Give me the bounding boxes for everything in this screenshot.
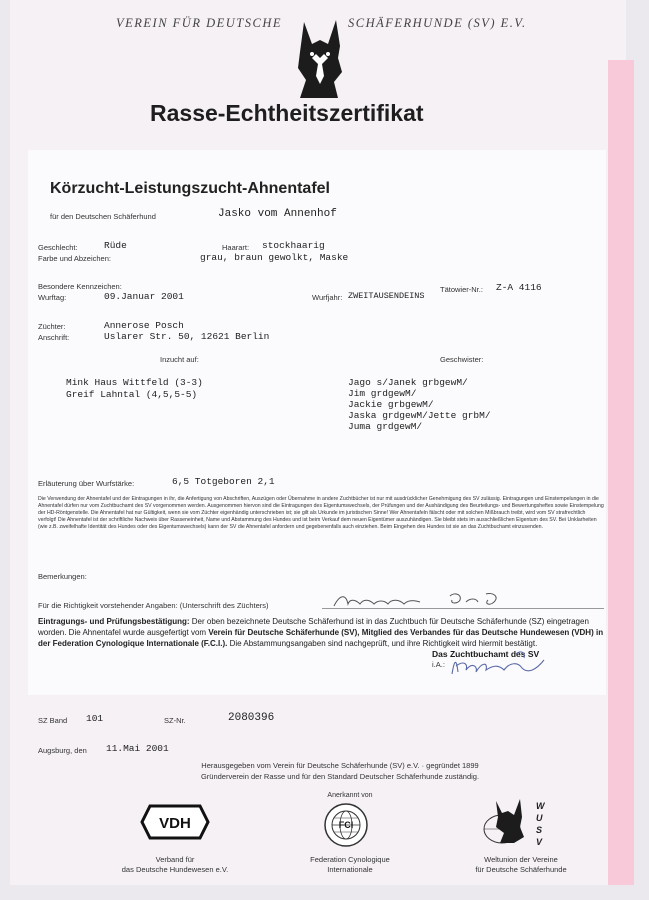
pedigree-subtitle: Körzucht-Leistungszucht-Ahnentafel bbox=[50, 180, 330, 197]
sibling-item: Jago s/Janek grbgewM/ bbox=[348, 377, 468, 388]
issue-date: 11.Mai 2001 bbox=[106, 743, 169, 754]
color-value: grau, braun gewolkt, Maske bbox=[200, 252, 349, 263]
sibling-item: Jim grdgewM/ bbox=[348, 388, 417, 399]
ia-label: i.A.: bbox=[432, 660, 445, 669]
office-signature bbox=[446, 648, 556, 682]
dog-name: Jasko vom Annenhof bbox=[218, 208, 337, 220]
wusv-logo-letter: W bbox=[536, 801, 545, 811]
wusv-logo-letter: U bbox=[536, 813, 543, 823]
footer-line-2: Gründerverein der Rasse und für den Standard Deutscher Schäferhunde zuständig. bbox=[200, 772, 480, 781]
vdh-logo-icon bbox=[140, 803, 210, 841]
footer-line-1: Herausgegeben vom Verein für Deutsche Schäferhunde (SV) e.V. · gegründet 1899 bbox=[201, 761, 479, 770]
wusv-logo-letter: V bbox=[536, 837, 543, 847]
vdh-caption-2: das Deutsche Hundewesen e.V. bbox=[121, 865, 229, 874]
sex-label: Geschlecht: bbox=[38, 243, 78, 252]
wusv-caption-1: Weltunion der Vereine bbox=[484, 855, 558, 864]
for-label: für den Deutschen Schäferhund bbox=[50, 212, 156, 221]
marks-label: Besondere Kennzeichen: bbox=[38, 282, 122, 291]
inbreeding-item: Mink Haus Wittfeld (3-3) bbox=[66, 377, 203, 388]
fineprint-text: Die Verwendung der Ahnentafel und der Eintragungen in ihr, die Anfertigung von Abschriften, Auszügen oder Übernahme in andere Zuchtbücher ist nur mit ausdrücklicher Genehmigung des SV zulässig. Eintragungen und Einstempelungen in die Ahnentafel dürfen nur vom Zuchtbuchamt des SV vorgenommen werden. Ausgenommen hiervon sind die Eintragungen des Eigentumswechsels, der Prüfungen und der Aushändigung des Beurteilungs- und Bewertungsheftes sowie Einstempelung der HD-Röntgenstelle. Die Ahnentafel hat nur Gültigkeit, wenn sie vom Züchter eigenhändig unterschrieben ist; sie gilt als Urkunde im juristischen Sinne! Wer Ahnentafeln fälscht oder mit solchen Mißbrauch treibt, wird vom SV strafrechtlich verfolgt! Die Ahnentafel ist der schriftliche Nachweis über Rasseneinheit, Name und Abstammung des Hundes und ist beim Verkauf dem neuen Eigentümer auszuhändigen. Sie bleibt stets im ausschließlichen Eigentum des SV. Bei Unklarheiten (wie z.B. zweifelhafte Identität des Hundes oder des Eigentumswechsels) kann der SV die Ahnentafel anfordern und gegebenenfalls auch einziehen. Beim Eingehen des Hundes ist sie an das Zuchtbuchamt einzusenden. bbox=[38, 496, 604, 530]
fci-caption-2: Internationale bbox=[327, 865, 373, 874]
litter-year: ZWEITAUSENDEINS bbox=[348, 291, 425, 301]
certification-text bbox=[38, 616, 608, 649]
certification-organization: Verein für Deutsche Schäferhunde (SV), Mitglied des Verbandes für das Deutsche Hundewesen (VDH) in der Federation Cynologique Internationale (F.C.I.). bbox=[38, 628, 604, 648]
sz-nr-label: SZ-Nr. bbox=[164, 716, 186, 725]
registry-office: Das Zuchtbuchamt des SV bbox=[432, 649, 540, 659]
fci-globe-logo-icon bbox=[322, 801, 370, 849]
litter-value: 6,5 Totgeboren 2,1 bbox=[172, 476, 275, 487]
certificate-title: Rasse-Echtheitszertifikat bbox=[150, 100, 424, 126]
shepherd-dog-head-icon bbox=[290, 18, 348, 100]
litter-year-label: Wurfjahr: bbox=[312, 293, 343, 302]
sz-band-value: 101 bbox=[86, 713, 104, 724]
inbreeding-item: Greif Lahntal (4,5,5-5) bbox=[66, 389, 198, 400]
breeder-signature bbox=[330, 588, 530, 612]
confirm-label: Für die Richtigkeit vorstehender Angaben: (Unterschrift des Züchters) bbox=[38, 601, 269, 610]
sibling-item: Jackie grbgewM/ bbox=[348, 399, 434, 410]
tattoo-label: Tätowier-Nr.: bbox=[440, 285, 483, 294]
wusv-caption-2: für Deutsche Schäferhunde bbox=[475, 865, 567, 874]
recognized-label: Anerkannt von bbox=[327, 792, 373, 799]
pedigree-panel bbox=[28, 150, 606, 695]
certification-heading: Eintragungs- und Prüfungsbestätigung: bbox=[38, 617, 190, 626]
color-label: Farbe und Abzeichen: bbox=[38, 254, 111, 263]
tattoo-value: Z-A 4116 bbox=[496, 282, 542, 293]
wusv-logo-letter: S bbox=[536, 825, 543, 835]
fci-logo-text: FCI bbox=[338, 820, 354, 830]
wusv-dog-logo-icon bbox=[480, 797, 546, 849]
sex-value: Rüde bbox=[104, 240, 127, 251]
hair-value: stockhaarig bbox=[262, 240, 325, 251]
hair-label: Haarart: bbox=[222, 243, 250, 252]
inbreeding-label: Inzucht auf: bbox=[160, 355, 199, 364]
address-value: Uslarer Str. 50, 12621 Berlin bbox=[104, 331, 270, 342]
remarks-label: Bemerkungen: bbox=[38, 572, 87, 581]
breeder-label: Züchter: bbox=[38, 322, 66, 331]
sibling-item: Jaska grdgewM/Jette grbM/ bbox=[348, 410, 491, 421]
pink-edge-stripe bbox=[608, 60, 634, 885]
siblings-label: Geschwister: bbox=[440, 355, 484, 364]
fci-caption-1: Federation Cynologique bbox=[310, 855, 390, 864]
address-label: Anschrift: bbox=[38, 333, 70, 342]
vdh-caption-1: Verband für bbox=[155, 855, 195, 864]
org-name-right: SCHÄFERHUNDE (SV) E.V. bbox=[348, 16, 527, 30]
whelp-label: Wurftag: bbox=[38, 293, 67, 302]
certification-text-2: Die Abstammungsangaben sind nachgeprüft, und ihre Richtigkeit wird hiermit bestätigt. bbox=[227, 639, 538, 648]
org-name-left: VEREIN FÜR DEUTSCHE bbox=[116, 16, 282, 30]
sz-nr-value: 2080396 bbox=[228, 712, 275, 724]
sz-band-label: SZ Band bbox=[38, 716, 68, 725]
sibling-item: Juma grdgewM/ bbox=[348, 421, 423, 432]
litter-label: Erläuterung über Wurfstärke: bbox=[38, 479, 135, 488]
breeder-value: Annerose Posch bbox=[104, 320, 184, 331]
whelp-date: 09.Januar 2001 bbox=[104, 291, 184, 302]
vdh-logo-text: VDH bbox=[159, 815, 191, 832]
place-label: Augsburg, den bbox=[38, 746, 87, 755]
certification-text-1: Der oben bezeichnete Deutsche Schäferhund ist in das Zuchtbuch für Deutsche Schäferhunde (SZ) eingetragen worden. Die Ahnentafel wurde ausgefertigt vom bbox=[38, 617, 589, 637]
